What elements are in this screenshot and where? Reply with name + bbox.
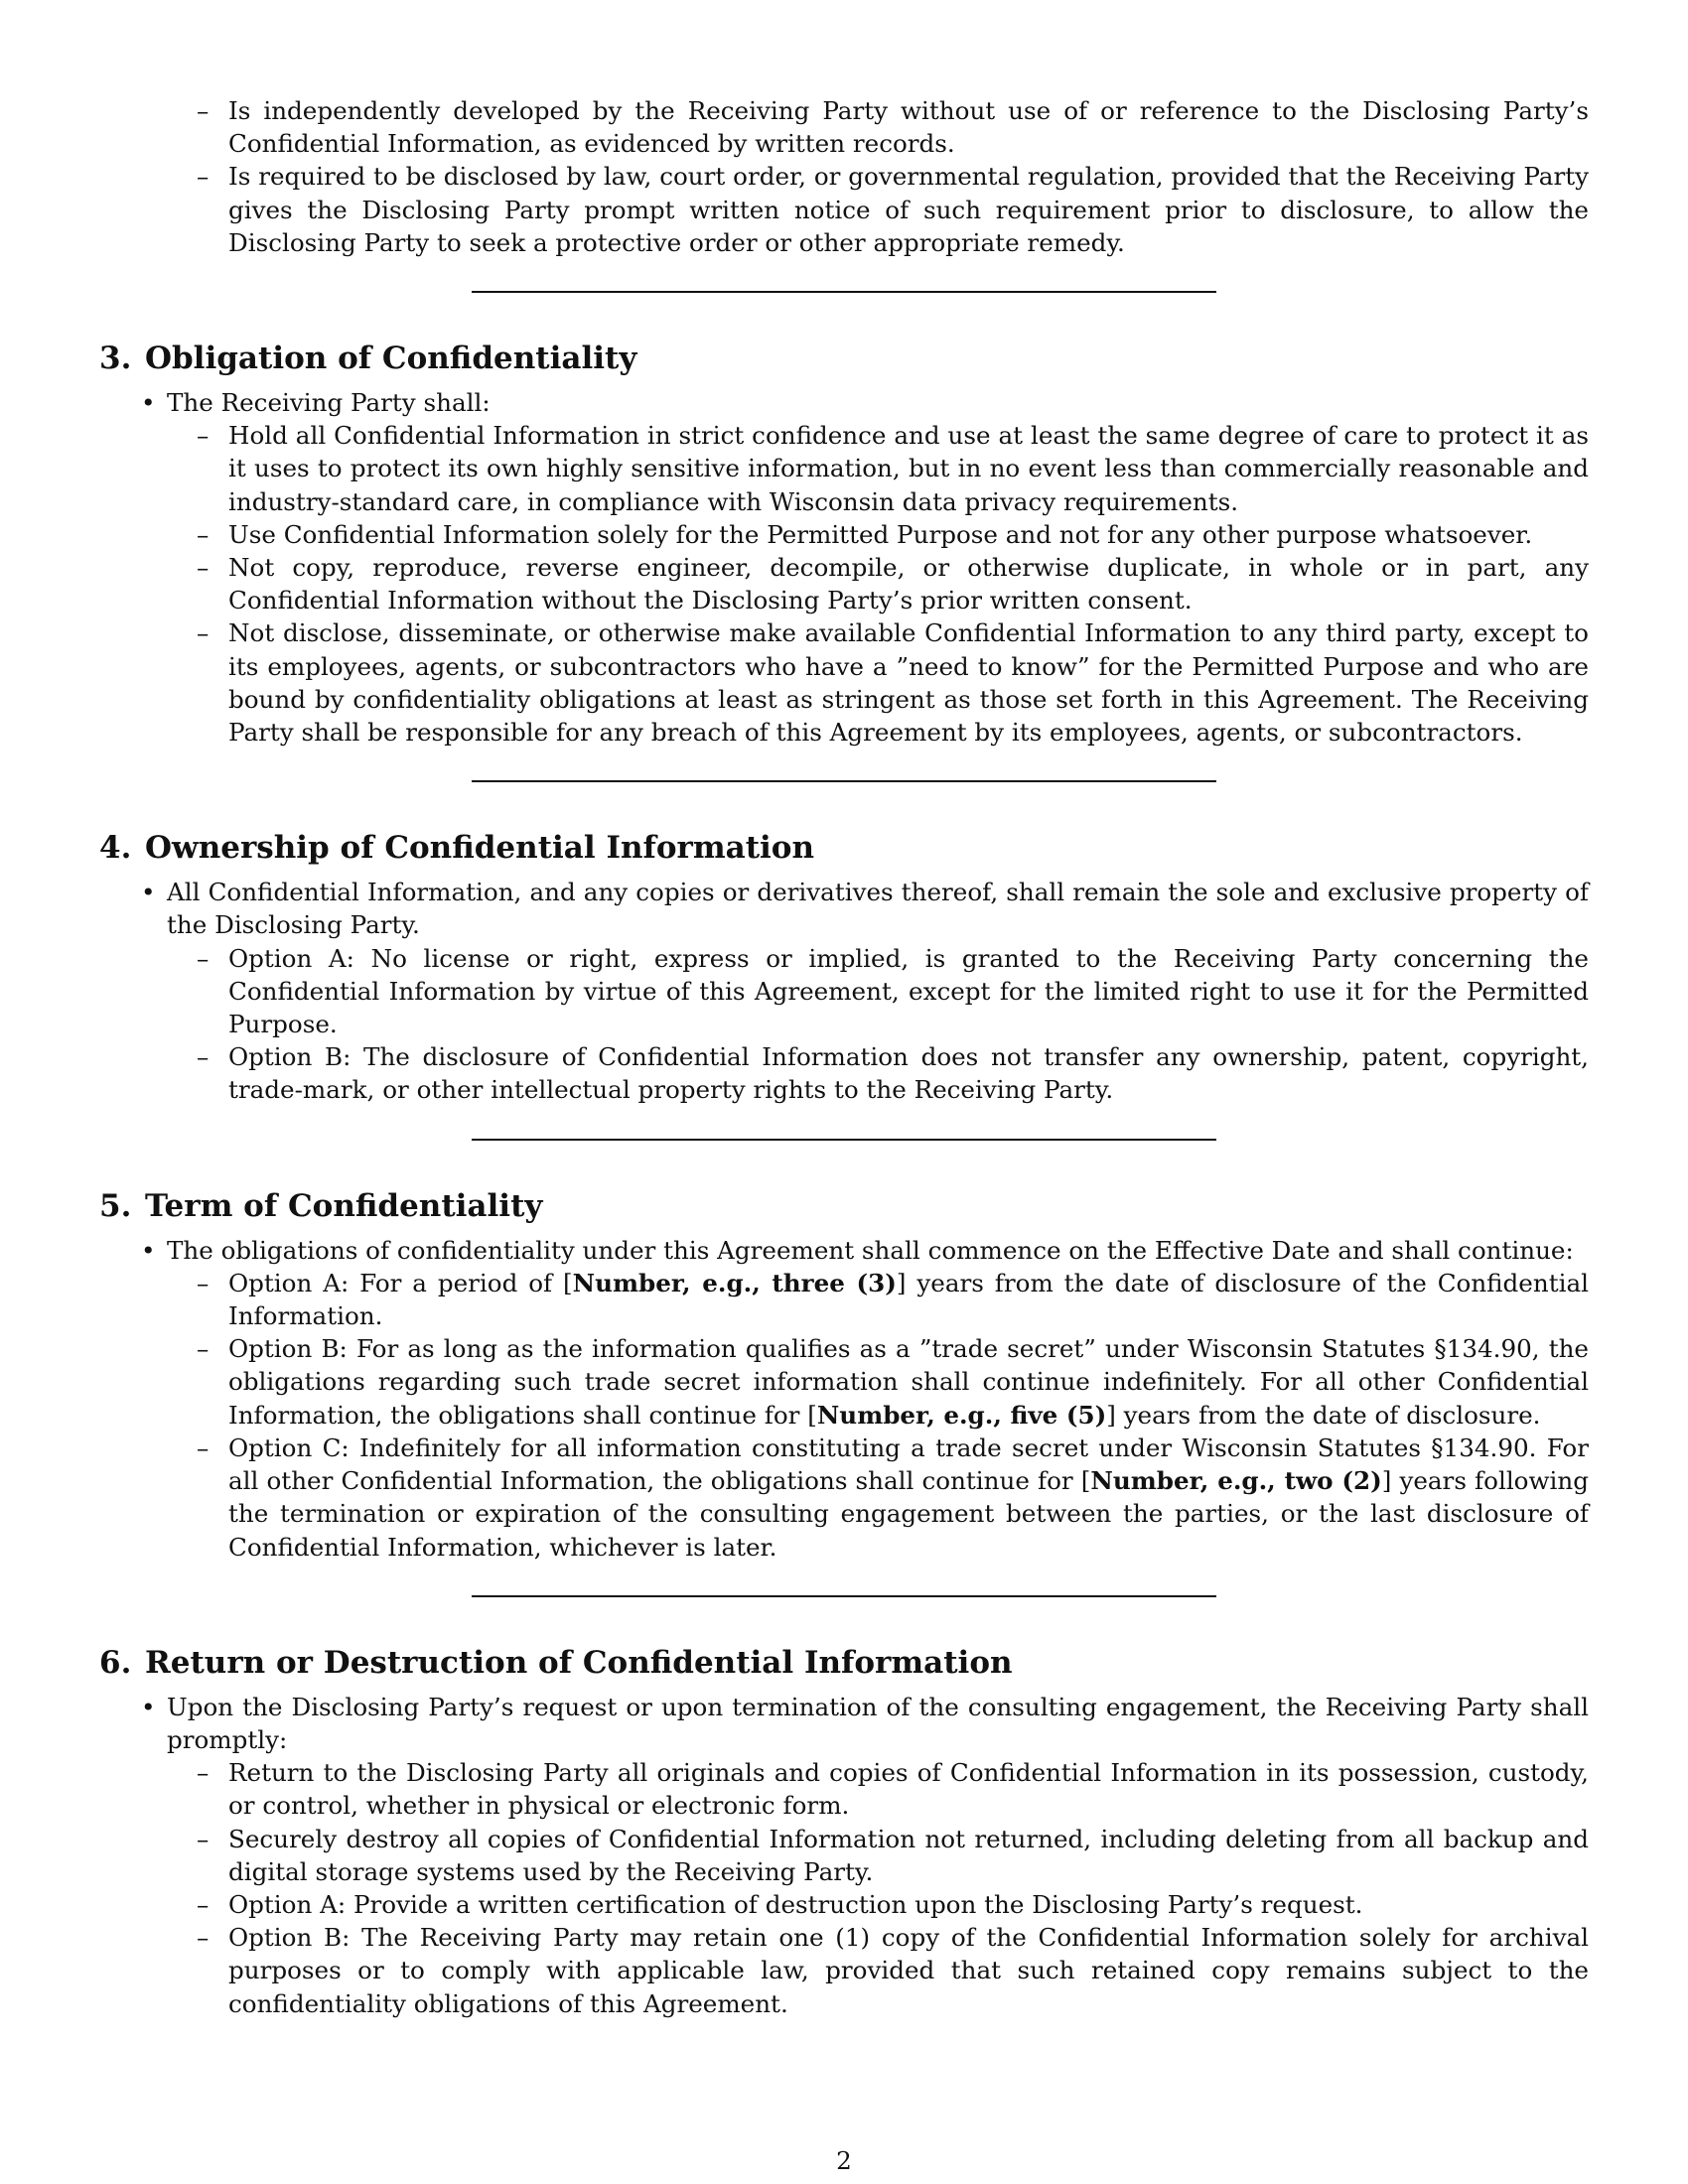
list-item: – Option A: Provide a written certification of destruction upon the Disclosing Party’s request. (197, 1889, 1363, 1919)
list-item: – Option C: Indefinitely for all information constituting a trade secret under Wisconsin Statutes §134.90. For all other Confidential Information, the obligations shall continue for [Number, e.g., two (2)] years following the termination or expiration of the consulting engagement between the parties, or the last disclosure of Confidential Information, whichever is later. (197, 1433, 1589, 1562)
list-item: – Option B: The disclosure of Confidential Information does not transfer any ownership, patent, copyright, trade-mark, or other intellectual property rights to the Receiving Party. (197, 1042, 1589, 1105)
bullet-item: • The obligations of confidentiality under this Agreement shall commence on the Effective Date and shall continue: (141, 1235, 1574, 1265)
list-item: – Hold all Confidential Information in strict confidence and use at least the same degree of care to protect it as it uses to protect its own highly sensitive information, but in no event less than commercially reasonable and industry-standard care, in compliance with Wisconsin data privacy requirements. (197, 421, 1589, 516)
section-heading: 5. Term of Confidentiality (99, 1187, 543, 1224)
section-divider (472, 291, 1216, 293)
section-heading: 4. Ownership of Confidential Information (99, 830, 815, 867)
list-item: – Is independently developed by the Receiving Party without use of or reference to the Disclosing Party’s Confidential Information, as evidenced by written records. (197, 96, 1589, 159)
page-number: 2 (836, 2146, 852, 2175)
list-item: – Option A: No license or right, express or implied, is granted to the Receiving Party concerning the Confidential Information by virtue of this Agreement, except for the limited right to use it for the Permitted Purpose. (197, 943, 1589, 1039)
section-heading: 3. Obligation of Confidentiality (99, 341, 637, 377)
list-item: – Not copy, reproduce, reverse engineer, decompile, or otherwise duplicate, in whole or in part, any Confidential Information without the Disclosing Party’s prior written consent. (197, 553, 1589, 615)
bullet-item: • The Receiving Party shall: (141, 388, 491, 418)
list-item: – Option B: The Receiving Party may retain one (1) copy of the Confidential Information solely for archival purposes or to comply with applicable law, provided that such retained copy remains subject to the confidentiality obligations of this Agreement. (197, 1923, 1589, 2018)
document-page (99, 94, 1589, 2020)
list-item: – Option A: For a period of [Number, e.g., three (3)] years from the date of disclosure of the Confidential Information. (197, 1268, 1589, 1331)
section-divider (472, 780, 1216, 782)
section-heading: 6. Return or Destruction of Confidential Information (99, 1644, 1013, 1681)
list-item: – Not disclose, disseminate, or otherwise make available Confidential Information to any third party, except to its employees, agents, or subcontractors who have a ”need to know” for the Permitted Purpose and who are bound by confidentiality obligations at least as stringent as those set forth in this Agreement. The Receiving Party shall be responsible for any breach of this Agreement by its employees, agents, or subcontractors. (197, 618, 1589, 748)
list-item: – Securely destroy all copies of Confidential Information not returned, including deleting from all backup and digital storage systems used by the Receiving Party. (197, 1824, 1589, 1886)
section-divider (472, 1595, 1216, 1597)
section-divider (472, 1139, 1216, 1141)
list-item: – Return to the Disclosing Party all originals and copies of Confidential Information in its possession, custody, or control, whether in physical or electronic form. (197, 1758, 1589, 1821)
list-item: – Use Confidential Information solely for the Permitted Purpose and not for any other purpose whatsoever. (197, 519, 1533, 549)
list-item: – Is required to be disclosed by law, court order, or governmental regulation, provided that the Receiving Party gives the Disclosing Party prompt written notice of such requirement prior to disclosure, to allow the Disclosing Party to seek a protective order or other appropriate remedy. (197, 162, 1589, 257)
bullet-item: • All Confidential Information, and any copies or derivatives thereof, shall remain the sole and exclusive property of the Disclosing Party. (141, 878, 1589, 940)
list-item: – Option B: For as long as the information qualifies as a ”trade secret” under Wisconsin Statutes §134.90, the obligations regarding such trade secret information shall continue indefinitely. For all other Confidential Information, the obligations shall continue for [Number, e.g., five (5)] years from the date of disclosure. (197, 1334, 1589, 1430)
bullet-item: • Upon the Disclosing Party’s request or upon termination of the consulting engagement, the Receiving Party shall promptly: (141, 1692, 1589, 1754)
